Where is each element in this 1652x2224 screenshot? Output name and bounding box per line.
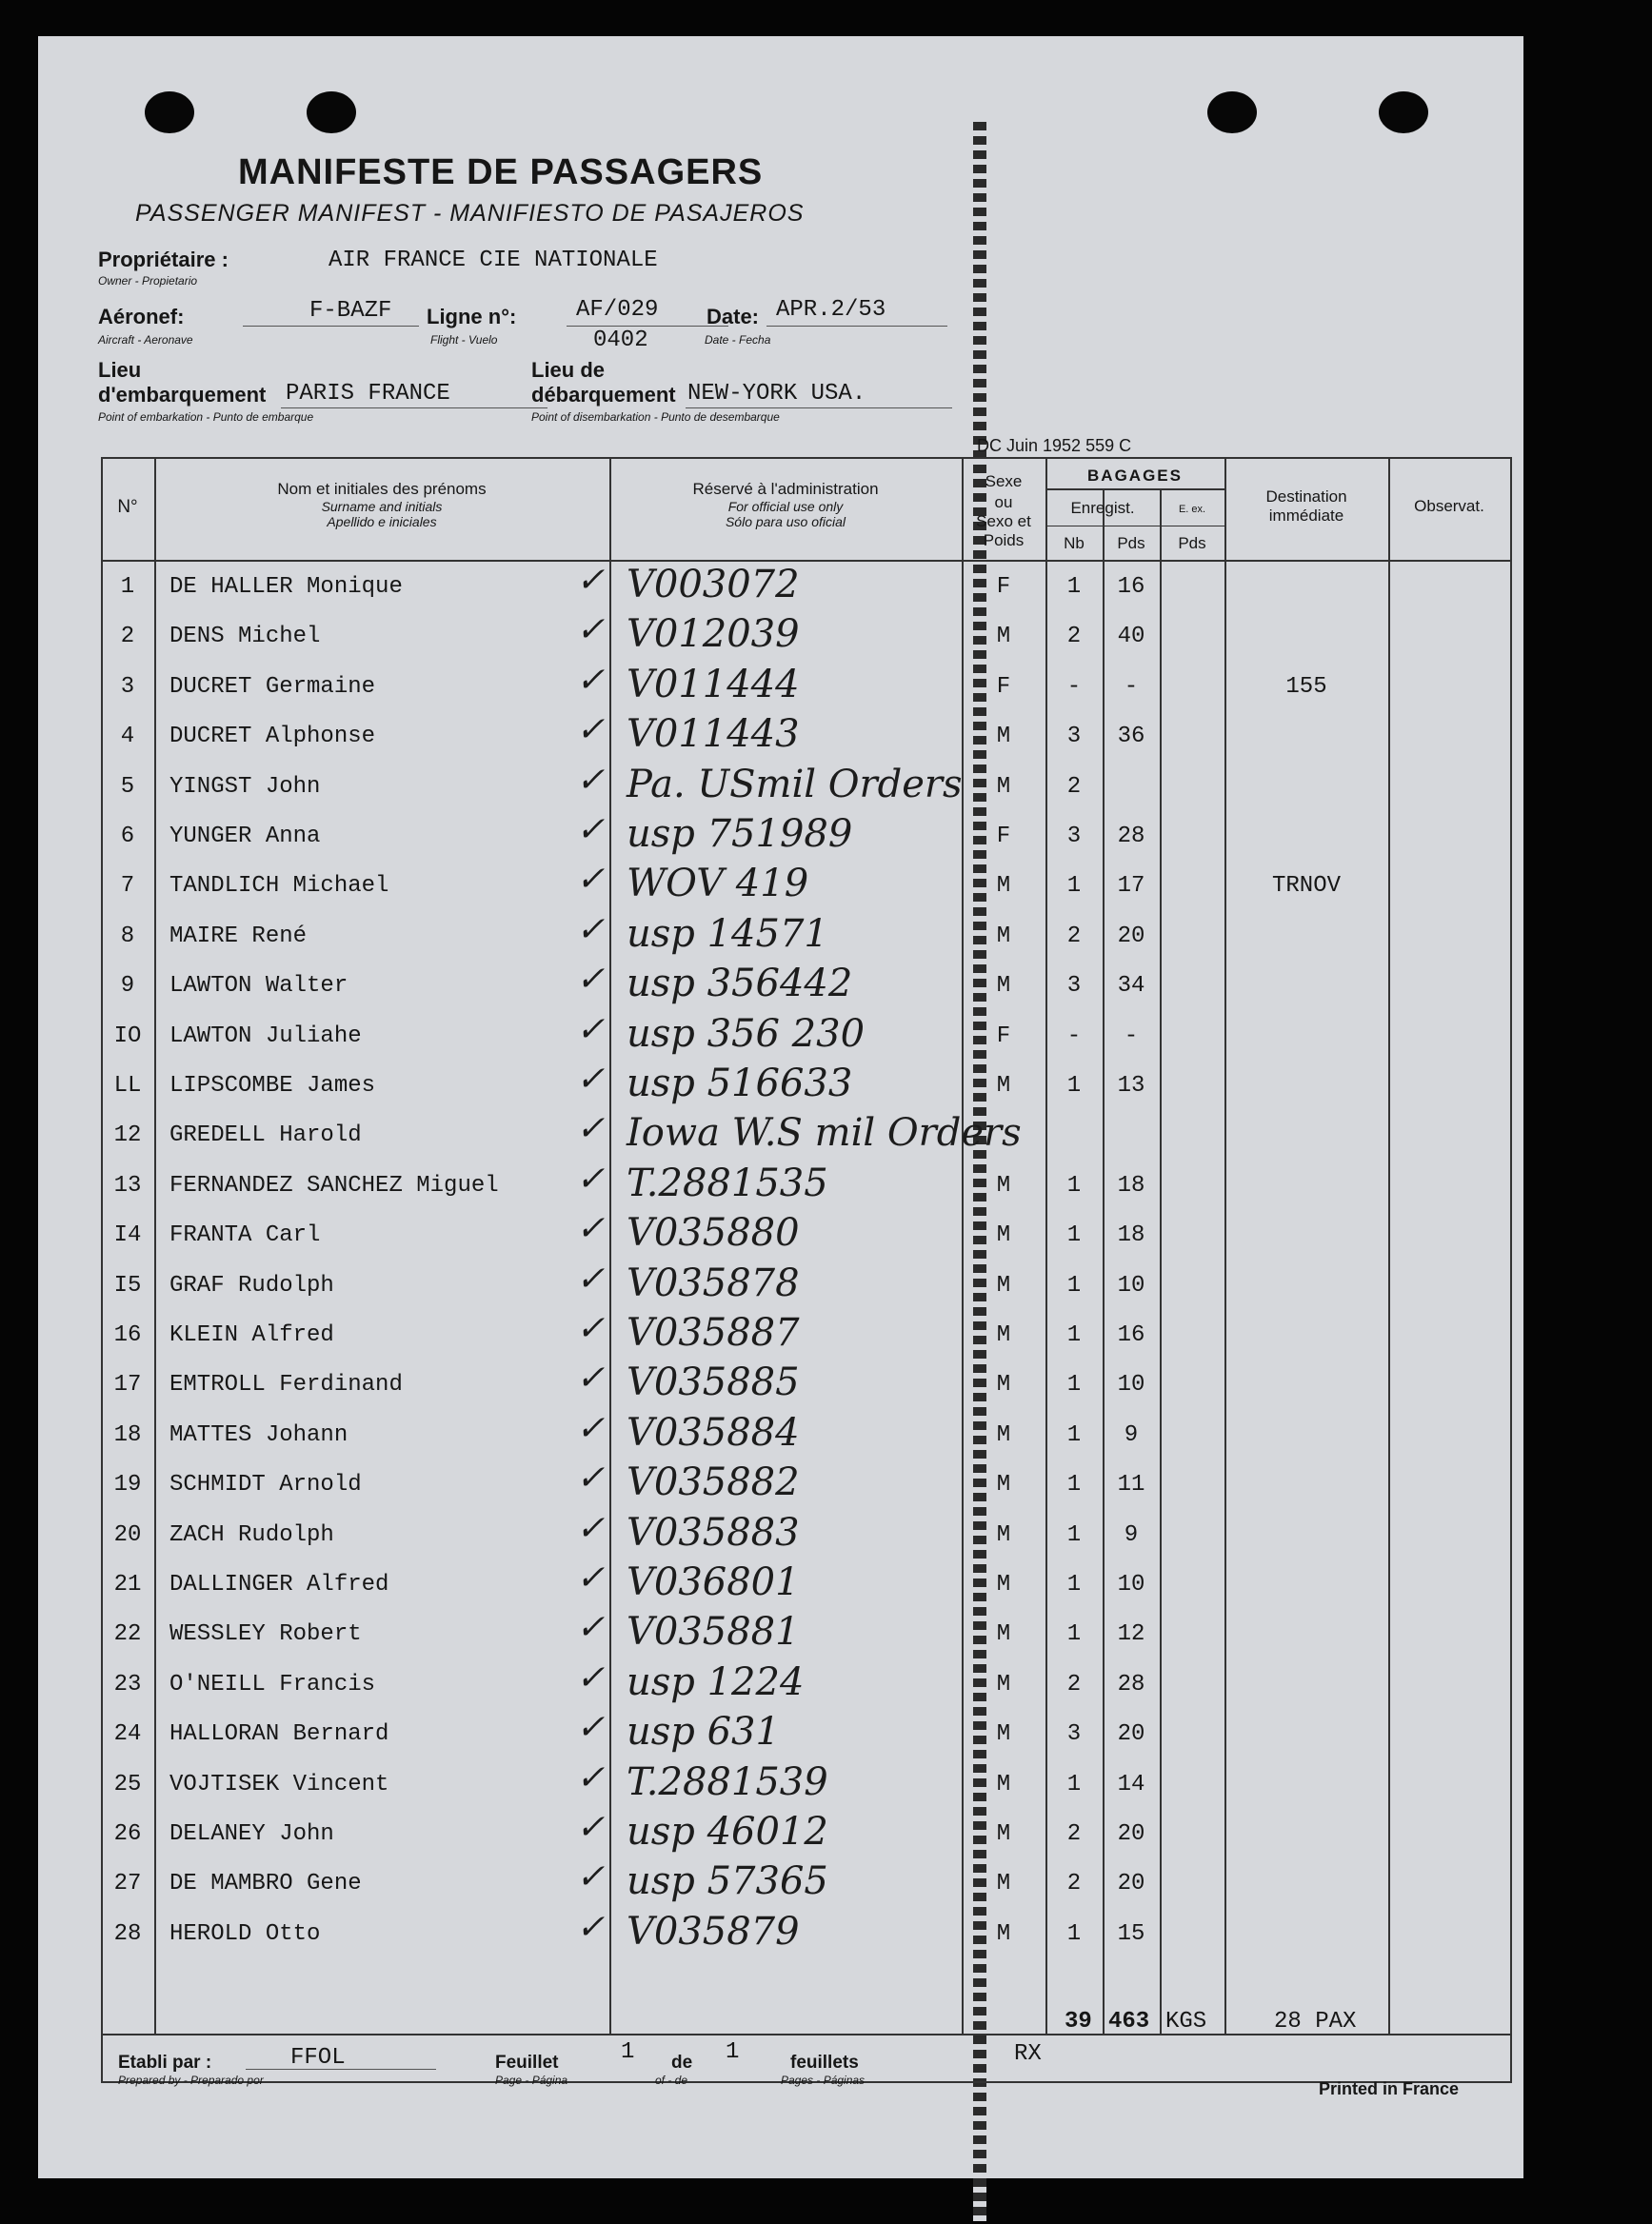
baggage-count: 2 <box>1066 1871 1082 1897</box>
official-ref: usp 14571 <box>627 911 828 956</box>
check-mark-icon: ✓ <box>576 1009 606 1049</box>
baggage-weight: 36 <box>1117 724 1145 750</box>
col-sex-1: Sexe <box>985 472 1023 490</box>
sheets-sub: Pages - Páginas <box>781 2074 866 2087</box>
check-mark-icon: ✓ <box>576 1559 606 1598</box>
baggage-weight: 10 <box>1117 1272 1145 1299</box>
passenger-sex: M <box>996 1920 1011 1947</box>
check-mark-icon: ✓ <box>576 909 606 949</box>
owner-label: Propriétaire : <box>98 248 229 271</box>
baggage-count: 1 <box>1066 574 1082 600</box>
prepared-value: FFOL <box>290 2045 346 2071</box>
check-mark-icon: ✓ <box>576 760 606 800</box>
passenger-name: TANDLICH Michael <box>169 873 389 900</box>
passenger-sex: M <box>996 1272 1011 1299</box>
baggage-weight: 10 <box>1117 1572 1145 1598</box>
row-number: I4 <box>113 1222 142 1249</box>
baggage-count: 1 <box>1066 1771 1082 1797</box>
baggage-count: 1 <box>1066 1421 1082 1448</box>
row-number: 25 <box>113 1771 142 1797</box>
passenger-sex: M <box>996 1472 1011 1499</box>
embark-label-1: Lieu <box>98 358 142 382</box>
baggage-count: 1 <box>1066 1521 1082 1548</box>
baggage-weight: 13 <box>1117 1073 1145 1099</box>
passenger-name: HEROLD Otto <box>169 1920 321 1947</box>
check-mark-icon: ✓ <box>576 1408 606 1448</box>
passenger-name: GRAF Rudolph <box>169 1272 334 1299</box>
date-label: Date: <box>707 305 760 328</box>
baggage-count: 3 <box>1066 1721 1082 1748</box>
official-ref: V012039 <box>627 612 800 657</box>
row-number: 13 <box>113 1172 142 1199</box>
baggage-weight: 28 <box>1117 1671 1145 1698</box>
sheet-value: 1 <box>621 2039 635 2065</box>
passenger-sex: M <box>996 1821 1011 1847</box>
official-ref: usp 57365 <box>627 1859 828 1904</box>
passenger-sex: M <box>996 1172 1011 1199</box>
row-number: 9 <box>120 973 135 1000</box>
passenger-name: DELANEY John <box>169 1821 334 1847</box>
baggage-count: 2 <box>1066 1821 1082 1847</box>
check-mark-icon: ✓ <box>576 610 606 650</box>
official-ref: V011444 <box>627 662 800 706</box>
line-value-2: 0402 <box>593 328 648 353</box>
official-ref: usp 631 <box>627 1710 780 1755</box>
passenger-sex: M <box>996 624 1011 650</box>
baggage-weight: 12 <box>1117 1621 1145 1648</box>
baggage-weight: 40 <box>1117 624 1145 650</box>
sheets-label: feuillets <box>790 2053 859 2073</box>
embark-label-2: d'embarquement <box>98 383 267 407</box>
passenger-sex: M <box>996 1421 1011 1448</box>
official-ref: V036801 <box>627 1560 800 1604</box>
row-number: 26 <box>113 1821 142 1847</box>
destination: 155 <box>1285 673 1327 700</box>
official-ref: V035883 <box>627 1510 800 1555</box>
passenger-sex: M <box>996 1222 1011 1249</box>
passenger-sex: M <box>996 1771 1011 1797</box>
col-baggage: BAGAGES <box>1087 467 1183 485</box>
row-number: 12 <box>113 1122 142 1149</box>
baggage-count: 1 <box>1066 1073 1082 1099</box>
check-mark-icon: ✓ <box>576 1907 606 1947</box>
printed-in: Printed in France <box>1319 2079 1460 2098</box>
row-number: 22 <box>113 1621 142 1648</box>
row-number: 20 <box>113 1521 142 1548</box>
passenger-name: DUCRET Germaine <box>169 673 376 700</box>
passenger-name: YINGST John <box>169 773 321 800</box>
official-ref: usp 356442 <box>627 962 853 1006</box>
baggage-count: 1 <box>1066 873 1082 900</box>
baggage-count: 1 <box>1066 1322 1082 1348</box>
baggage-weight: 16 <box>1117 574 1145 600</box>
passenger-sex: F <box>996 673 1011 700</box>
passenger-sex: F <box>996 1023 1011 1049</box>
check-mark-icon: ✓ <box>576 1508 606 1548</box>
row-number: I5 <box>113 1272 142 1299</box>
form-code: DC Juin 1952 559 C <box>977 436 1132 455</box>
check-mark-icon: ✓ <box>576 1708 606 1748</box>
row-number: 28 <box>113 1920 142 1947</box>
baggage-weight: 20 <box>1117 923 1145 949</box>
disembark-sub: Point of disembarkation - Punto de desembarque <box>531 410 780 424</box>
row-number: 24 <box>113 1721 142 1748</box>
official-ref: usp 516633 <box>627 1062 853 1105</box>
passenger-sex: M <box>996 1322 1011 1348</box>
passenger-name: KLEIN Alfred <box>169 1322 334 1348</box>
check-mark-icon: ✓ <box>576 1159 606 1199</box>
passenger-name: MATTES Johann <box>169 1421 348 1448</box>
row-number: 7 <box>120 873 135 900</box>
passenger-name: LAWTON Walter <box>169 973 348 1000</box>
date-sub: Date - Fecha <box>705 333 771 347</box>
baggage-count: 1 <box>1066 1621 1082 1648</box>
aircraft-value: F-BAZF <box>309 298 392 324</box>
passenger-sex: M <box>996 973 1011 1000</box>
official-ref: usp 751989 <box>627 812 853 856</box>
check-mark-icon: ✓ <box>576 810 606 849</box>
passenger-name: DENS Michel <box>169 624 321 650</box>
rx-mark: RX <box>1014 2041 1042 2067</box>
row-number: 5 <box>120 773 135 800</box>
col-nb: Nb <box>1064 534 1085 552</box>
disembark-label-2: débarquement <box>531 383 676 407</box>
official-ref: T.2881535 <box>627 1161 828 1205</box>
prepared-label: Etabli par : <box>118 2053 212 2073</box>
passenger-name: DE HALLER Monique <box>169 574 403 600</box>
manifest-subtitle: PASSENGER MANIFEST - MANIFIESTO DE PASAJEROS <box>135 200 805 227</box>
passenger-name: MAIRE René <box>169 923 308 949</box>
official-ref: V035885 <box>627 1360 800 1405</box>
col-excess: E. ex. <box>1178 504 1206 515</box>
sheet-sub: Page - Página <box>495 2074 568 2087</box>
col-name: Nom et initiales des prénoms <box>277 480 487 498</box>
punch-hole <box>145 91 194 133</box>
of-sub: of - de <box>655 2074 688 2087</box>
baggage-weight: 14 <box>1117 1771 1145 1797</box>
official-ref: Iowa W.S mil Orders <box>627 1111 1022 1156</box>
row-number: 27 <box>113 1871 142 1897</box>
passenger-name: DALLINGER Alfred <box>169 1572 389 1598</box>
passenger-sex: M <box>996 1073 1011 1099</box>
passenger-sex: M <box>996 1521 1011 1548</box>
baggage-count: 3 <box>1066 824 1082 849</box>
line-sub: Flight - Vuelo <box>430 333 498 347</box>
passenger-name: WESSLEY Robert <box>169 1621 362 1648</box>
col-pds-excess: Pds <box>1178 534 1206 552</box>
check-mark-icon: ✓ <box>576 1757 606 1797</box>
baggage-count: 2 <box>1066 1671 1082 1698</box>
check-mark-icon: ✓ <box>576 1857 606 1897</box>
passenger-name: HALLORAN Bernard <box>169 1721 389 1748</box>
line-value: AF/029 <box>576 297 659 323</box>
col-no: N° <box>117 497 138 517</box>
official-ref: V011443 <box>627 712 800 757</box>
manifest-sheet <box>38 36 1523 2178</box>
baggage-count: - <box>1066 673 1082 700</box>
official-ref: V035879 <box>627 1909 800 1954</box>
official-ref: Pa. USmil Orders <box>627 762 963 806</box>
row-number: 19 <box>113 1472 142 1499</box>
check-mark-icon: ✓ <box>576 710 606 750</box>
baggage-count: 2 <box>1066 773 1082 800</box>
official-ref: usp 1224 <box>627 1659 805 1704</box>
baggage-count: 1 <box>1066 1472 1082 1499</box>
embark-sub: Point of embarkation - Punto de embarque <box>98 410 314 424</box>
row-number: LL <box>113 1073 142 1099</box>
date-value: APR.2/53 <box>776 297 886 323</box>
col-name-en: Surname and initials <box>321 499 443 514</box>
passenger-name: FRANTA Carl <box>169 1222 321 1249</box>
col-admin: Réservé à l'administration <box>692 480 879 498</box>
row-number: 23 <box>113 1671 142 1698</box>
baggage-count: 1 <box>1066 1920 1082 1947</box>
official-ref: V035887 <box>627 1311 800 1355</box>
col-destination-2: immédiate <box>1268 506 1344 525</box>
col-registered: Enregist. <box>1070 499 1135 517</box>
check-mark-icon: ✓ <box>576 1658 606 1698</box>
official-ref: V003072 <box>627 563 800 606</box>
baggage-count: 1 <box>1066 1222 1082 1249</box>
passenger-sex: F <box>996 574 1011 600</box>
check-mark-icon: ✓ <box>576 1608 606 1648</box>
row-number: 3 <box>120 673 135 700</box>
row-number: 17 <box>113 1372 142 1399</box>
sheet-label: Feuillet <box>495 2053 559 2073</box>
passenger-sex: F <box>996 824 1011 849</box>
passenger-name: O'NEILL Francis <box>169 1671 376 1698</box>
col-pds: Pds <box>1117 534 1145 552</box>
baggage-count: 3 <box>1066 973 1082 1000</box>
punch-hole <box>1207 91 1257 133</box>
row-number: 6 <box>120 824 135 849</box>
owner-value: AIR FRANCE CIE NATIONALE <box>328 248 658 273</box>
owner-sub: Owner - Propietario <box>98 274 198 288</box>
check-mark-icon: ✓ <box>576 1209 606 1249</box>
baggage-count: 2 <box>1066 923 1082 949</box>
check-mark-icon: ✓ <box>576 660 606 700</box>
official-ref: usp 46012 <box>627 1810 828 1854</box>
col-observations: Observat. <box>1414 497 1484 515</box>
baggage-weight: 20 <box>1117 1821 1145 1847</box>
passenger-name: DE MAMBRO Gene <box>169 1871 362 1897</box>
baggage-weight: 20 <box>1117 1871 1145 1897</box>
official-ref: V035884 <box>627 1410 800 1455</box>
passenger-sex: M <box>996 923 1011 949</box>
total-pax: 28 PAX <box>1274 2009 1357 2035</box>
col-admin-en: For official use only <box>727 499 844 514</box>
official-ref: V035882 <box>627 1460 800 1505</box>
check-mark-icon: ✓ <box>576 1259 606 1299</box>
passenger-name: FERNANDEZ SANCHEZ Miguel <box>169 1172 499 1199</box>
punch-hole <box>307 91 356 133</box>
row-number: 18 <box>113 1421 142 1448</box>
disembark-value: NEW-YORK USA. <box>687 381 866 407</box>
passenger-sex: M <box>996 1871 1011 1897</box>
destination: TRNOV <box>1271 873 1341 900</box>
passenger-sex: M <box>996 724 1011 750</box>
passenger-sex: M <box>996 1721 1011 1748</box>
baggage-weight: 9 <box>1124 1421 1139 1448</box>
of-label: de <box>671 2053 693 2073</box>
total-unit: KGS <box>1165 2009 1207 2035</box>
manifest-title: MANIFESTE DE PASSAGERS <box>238 152 764 192</box>
passenger-name: DUCRET Alphonse <box>169 724 376 750</box>
official-ref: WOV 419 <box>627 862 809 906</box>
passenger-sex: M <box>996 873 1011 900</box>
col-sex-2: ou <box>994 493 1013 511</box>
baggage-count: 1 <box>1066 1172 1082 1199</box>
baggage-count: 3 <box>1066 724 1082 750</box>
baggage-weight: 18 <box>1117 1222 1145 1249</box>
passenger-name: LAWTON Juliahe <box>169 1023 362 1049</box>
baggage-weight: - <box>1124 1023 1139 1049</box>
baggage-weight: 18 <box>1117 1172 1145 1199</box>
passenger-sex: M <box>996 1621 1011 1648</box>
check-mark-icon: ✓ <box>576 860 606 900</box>
row-number: 16 <box>113 1322 142 1348</box>
passenger-name: VOJTISEK Vincent <box>169 1771 389 1797</box>
baggage-count: 1 <box>1066 1272 1082 1299</box>
passenger-name: EMTROLL Ferdinand <box>169 1372 403 1399</box>
check-mark-icon: ✓ <box>576 1808 606 1847</box>
baggage-weight: 20 <box>1117 1721 1145 1748</box>
baggage-weight: 11 <box>1117 1472 1145 1499</box>
baggage-weight: 17 <box>1117 873 1145 900</box>
row-number: 2 <box>120 624 135 650</box>
punch-hole <box>1379 91 1428 133</box>
baggage-count: - <box>1066 1023 1082 1049</box>
baggage-weight: 16 <box>1117 1322 1145 1348</box>
official-ref: V035881 <box>627 1610 800 1655</box>
check-mark-icon: ✓ <box>576 1459 606 1499</box>
baggage-weight: 9 <box>1124 1521 1139 1548</box>
check-mark-icon: ✓ <box>576 1359 606 1399</box>
passenger-sex: M <box>996 773 1011 800</box>
official-ref: V035878 <box>627 1261 800 1305</box>
passenger-sex: M <box>996 1671 1011 1698</box>
baggage-weight: 15 <box>1117 1920 1145 1947</box>
row-number: 4 <box>120 724 135 750</box>
total-bags: 39 <box>1065 2009 1092 2035</box>
passenger-name: YUNGER Anna <box>169 824 321 849</box>
passenger-sex: M <box>996 1372 1011 1399</box>
baggage-weight: 28 <box>1117 824 1145 849</box>
check-mark-icon: ✓ <box>576 1109 606 1149</box>
col-sex-3: Sexo et <box>976 512 1031 530</box>
passenger-name: ZACH Rudolph <box>169 1521 334 1548</box>
baggage-weight: - <box>1124 673 1139 700</box>
passenger-sex: M <box>996 1572 1011 1598</box>
official-ref: V035880 <box>627 1211 800 1256</box>
baggage-weight: 10 <box>1117 1372 1145 1399</box>
check-mark-icon: ✓ <box>576 960 606 1000</box>
official-ref: T.2881539 <box>627 1759 828 1804</box>
col-name-es: Apellido e iniciales <box>327 514 437 529</box>
embark-value: PARIS FRANCE <box>286 381 450 407</box>
col-admin-es: Sólo para uso oficial <box>725 514 846 529</box>
baggage-count: 1 <box>1066 1372 1082 1399</box>
baggage-count: 2 <box>1066 624 1082 650</box>
aircraft-sub: Aircraft - Aeronave <box>98 333 193 347</box>
col-sex-4: Poids <box>983 531 1025 549</box>
row-number: 1 <box>120 574 135 600</box>
check-mark-icon: ✓ <box>576 561 606 600</box>
check-mark-icon: ✓ <box>576 1060 606 1099</box>
passenger-name: LIPSCOMBE James <box>169 1073 376 1099</box>
prepared-sub: Prepared by - Preparado por <box>118 2074 264 2087</box>
baggage-weight: 34 <box>1117 973 1145 1000</box>
passenger-name: SCHMIDT Arnold <box>169 1472 362 1499</box>
check-mark-icon: ✓ <box>576 1309 606 1348</box>
col-destination-1: Destination <box>1265 487 1347 506</box>
row-number: IO <box>113 1023 142 1049</box>
disembark-label-1: Lieu de <box>531 358 606 382</box>
line-label: Ligne n°: <box>427 305 517 328</box>
row-number: 21 <box>113 1572 142 1598</box>
of-value: 1 <box>726 2039 740 2065</box>
official-ref: usp 356 230 <box>627 1011 866 1056</box>
row-number: 8 <box>120 923 135 949</box>
aircraft-label: Aéronef: <box>98 305 185 328</box>
passenger-name: GREDELL Harold <box>169 1122 362 1149</box>
total-weight: 463 <box>1108 2009 1150 2035</box>
baggage-count: 1 <box>1066 1572 1082 1598</box>
